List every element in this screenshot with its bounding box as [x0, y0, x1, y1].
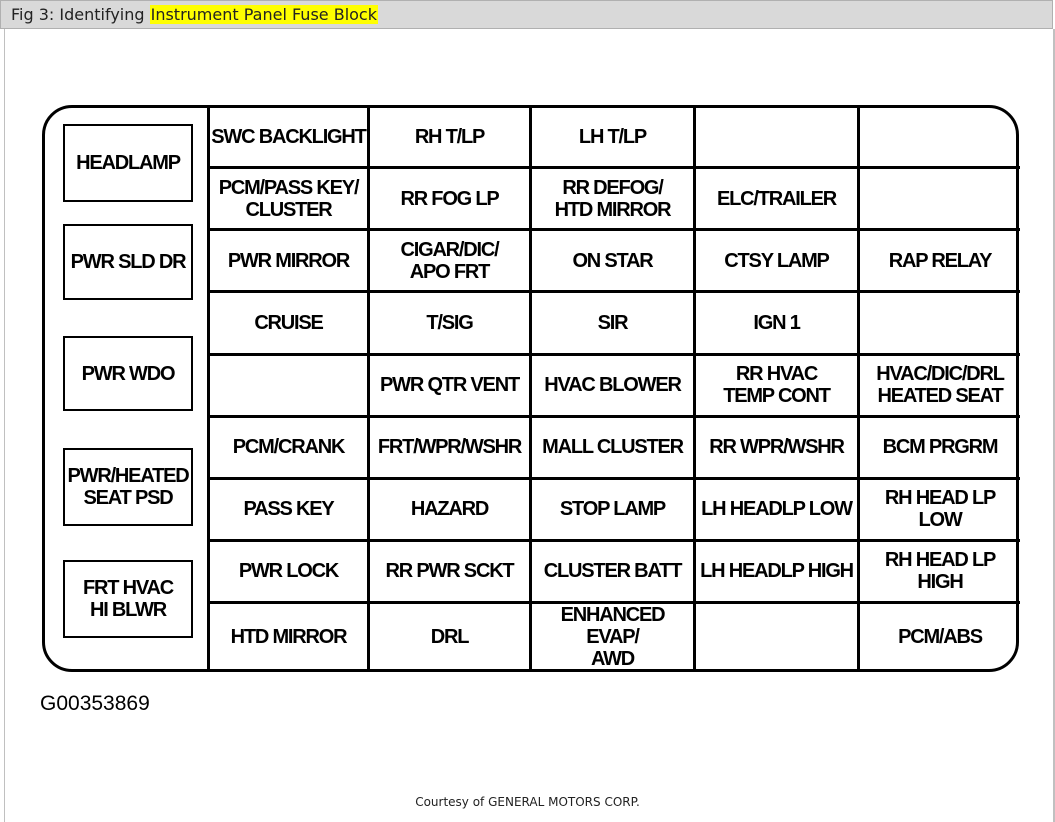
- left-box-headlamp: HEADLAMP: [63, 124, 193, 202]
- fuse-cell-r8-c2: RR PWR SCKT: [370, 542, 532, 604]
- fuse-cell-r9-c3: ENHANCED EVAP/ AWD: [532, 604, 696, 670]
- fuse-cell-r5-c2: PWR QTR VENT: [370, 356, 532, 418]
- fuse-cell-r8-c3: CLUSTER BATT: [532, 542, 696, 604]
- fuse-cell-r2-c1: PCM/PASS KEY/ CLUSTER: [210, 169, 370, 231]
- fuse-cell-r8-c5: RH HEAD LP HIGH: [860, 542, 1020, 604]
- fuse-cell-r7-c5: RH HEAD LP LOW: [860, 480, 1020, 542]
- fuse-cell-r3-c1: PWR MIRROR: [210, 231, 370, 293]
- fuse-cell-r4-c3: SIR: [532, 293, 696, 355]
- fuse-cell-r7-c3: STOP LAMP: [532, 480, 696, 542]
- fuse-cell-r4-c2: T/SIG: [370, 293, 532, 355]
- caption-prefix: Fig 3: Identifying: [11, 5, 150, 24]
- fuse-cell-r2-c4: ELC/TRAILER: [696, 169, 860, 231]
- fuse-cell-r3-c4: CTSY LAMP: [696, 231, 860, 293]
- fuse-cell-r5-c5: HVAC/DIC/DRL HEATED SEAT: [860, 356, 1020, 418]
- fuse-cell-r5-c4: RR HVAC TEMP CONT: [696, 356, 860, 418]
- fuse-cell-r2-c5: [860, 169, 1020, 231]
- fuse-cell-r1-c2: RH T/LP: [370, 107, 532, 169]
- courtesy-credit: Courtesy of GENERAL MOTORS CORP.: [415, 795, 640, 809]
- fuse-cell-r9-c4: [696, 604, 860, 670]
- caption-highlight: Instrument Panel Fuse Block: [150, 5, 377, 24]
- fuse-cell-r4-c1: CRUISE: [210, 293, 370, 355]
- left-box-pwr-heated-seat-psd: PWR/HEATED SEAT PSD: [63, 448, 193, 526]
- fuse-cell-r1-c3: LH T/LP: [532, 107, 696, 169]
- figure-caption-bar: [0, 0, 1053, 29]
- fuse-cell-r9-c1: HTD MIRROR: [210, 604, 370, 670]
- fuse-cell-r2-c3: RR DEFOG/ HTD MIRROR: [532, 169, 696, 231]
- fuse-cell-r8-c1: PWR LOCK: [210, 542, 370, 604]
- fuse-cell-r6-c3: MALL CLUSTER: [532, 418, 696, 480]
- fuse-cell-r3-c5: RAP RELAY: [860, 231, 1020, 293]
- fuse-cell-r6-c5: BCM PRGRM: [860, 418, 1020, 480]
- left-box-frt-hvac-hi-blwr: FRT HVAC HI BLWR: [63, 560, 193, 638]
- fuse-cell-r6-c4: RR WPR/WSHR: [696, 418, 860, 480]
- frame-left-edge: [4, 29, 5, 822]
- left-box-pwr-wdo: PWR WDO: [63, 336, 193, 411]
- fuse-cell-r4-c5: [860, 293, 1020, 355]
- fuse-cell-r9-c2: DRL: [370, 604, 532, 670]
- fuse-cell-r1-c5: [860, 107, 1020, 169]
- fuse-cell-r1-c1: SWC BACKLIGHT: [210, 107, 370, 169]
- fuse-grid: [207, 107, 1017, 670]
- fuse-cell-r5-c3: HVAC BLOWER: [532, 356, 696, 418]
- fuse-cell-r7-c4: LH HEADLP LOW: [696, 480, 860, 542]
- fuse-cell-r3-c2: CIGAR/DIC/ APO FRT: [370, 231, 532, 293]
- fuse-cell-r1-c4: [696, 107, 860, 169]
- fuse-cell-r7-c2: HAZARD: [370, 480, 532, 542]
- fuse-cell-r2-c2: RR FOG LP: [370, 169, 532, 231]
- fuse-cell-r3-c3: ON STAR: [532, 231, 696, 293]
- figure-id: G00353869: [40, 692, 150, 715]
- fuse-cell-r6-c1: PCM/CRANK: [210, 418, 370, 480]
- fuse-cell-r9-c5: PCM/ABS: [898, 626, 982, 648]
- fuse-cell-r4-c4: IGN 1: [696, 293, 860, 355]
- fuse-cell-r5-c1: [210, 356, 370, 418]
- left-box-pwr-sld-dr: PWR SLD DR: [63, 224, 193, 300]
- fuse-cell-r7-c1: PASS KEY: [210, 480, 370, 542]
- fuse-cell-r6-c2: FRT/WPR/WSHR: [370, 418, 532, 480]
- fuse-cell-r8-c4: LH HEADLP HIGH: [696, 542, 860, 604]
